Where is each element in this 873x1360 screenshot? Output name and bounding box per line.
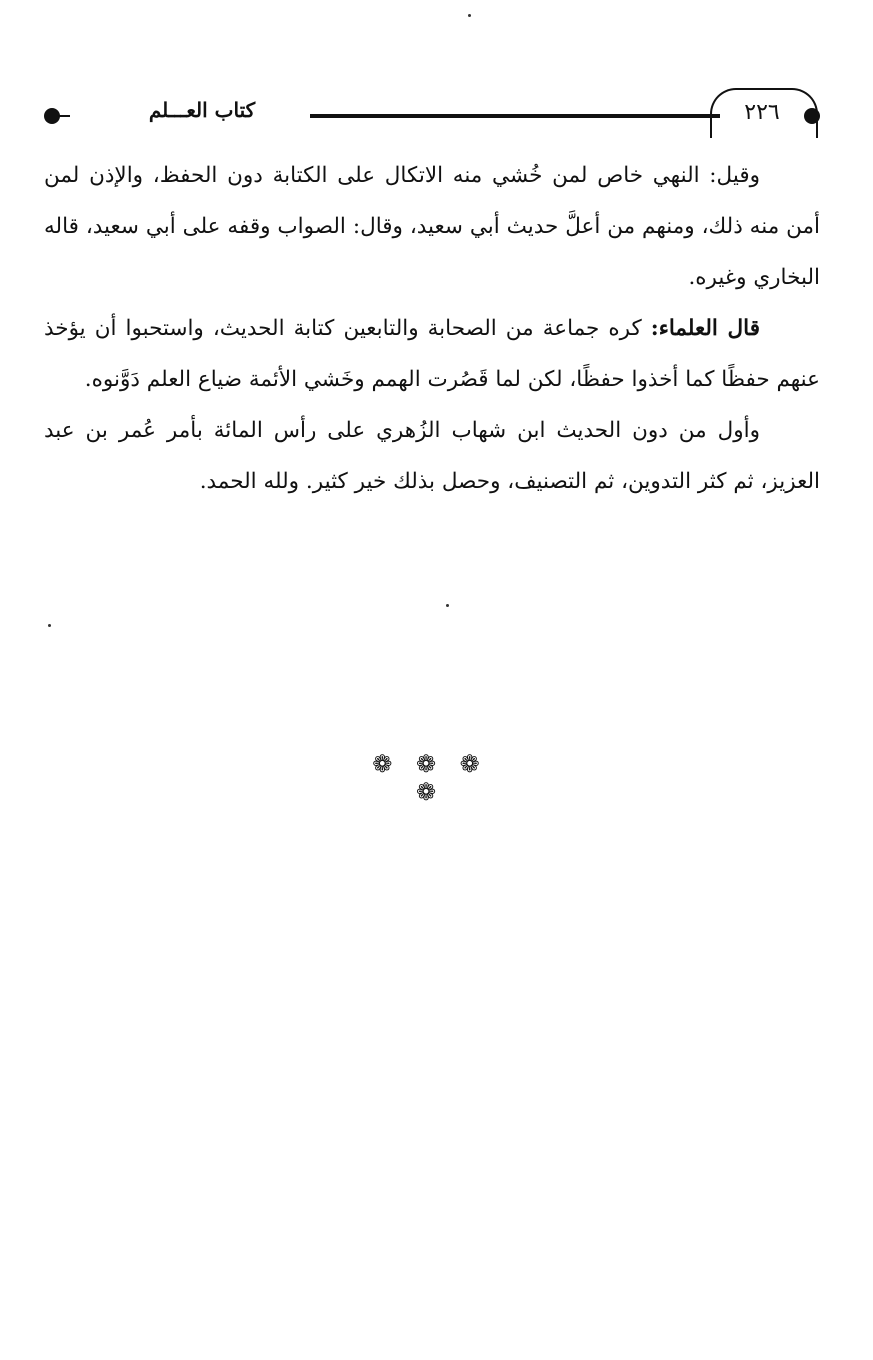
page-number: ٢٢٦ [744,100,780,125]
paragraph-3 [44,405,820,507]
paragraph-1-text: وقيل: النهي خاص لمن خُشي منه الاتكال على الكتابة دون الحفظ، والإذن لمن أمن منه ذلك، ومنهم من أعلَّ حديث أبي سعيد، وقال: الصواب وقفه على أبي سعيد، قاله البخاري وغيره. [44,163,820,290]
running-book-title: كتاب العـــلم [148,98,256,122]
scan-speck [48,624,51,627]
header-right-ornament-dot [804,108,820,124]
paragraph-1 [44,150,820,303]
paragraph-3-text: وأول من دون الحديث ابن شهاب الزُهري على رأس المائة بأمر عُمر بن عبد العزيز، ثم كثر التدوين، ثم التصنيف، وحصل بذلك خير كثير. ولله الحمد. [44,418,820,494]
scan-speck [446,604,449,607]
paragraph-2 [44,303,820,405]
section-separator-ornament: ❁ ❁ ❁ ❁ [372,750,488,806]
header-left-ornament-tail [58,115,70,117]
page-header [40,88,830,144]
body-text [44,150,820,507]
scan-speck [468,14,471,17]
header-rule [310,114,720,118]
paragraph-2-lead: قال العلماء: [650,316,760,341]
paragraph-2-text: كره جماعة من الصحابة والتابعين كتابة الحديث، واستحبوا أن يؤخذ عنهم حفظًا كما أخذوا حفظًا، لكن لما قَصُرت الهمم وخَشي الأئمة ضياع العلم دَوَّنوه. [44,316,820,392]
